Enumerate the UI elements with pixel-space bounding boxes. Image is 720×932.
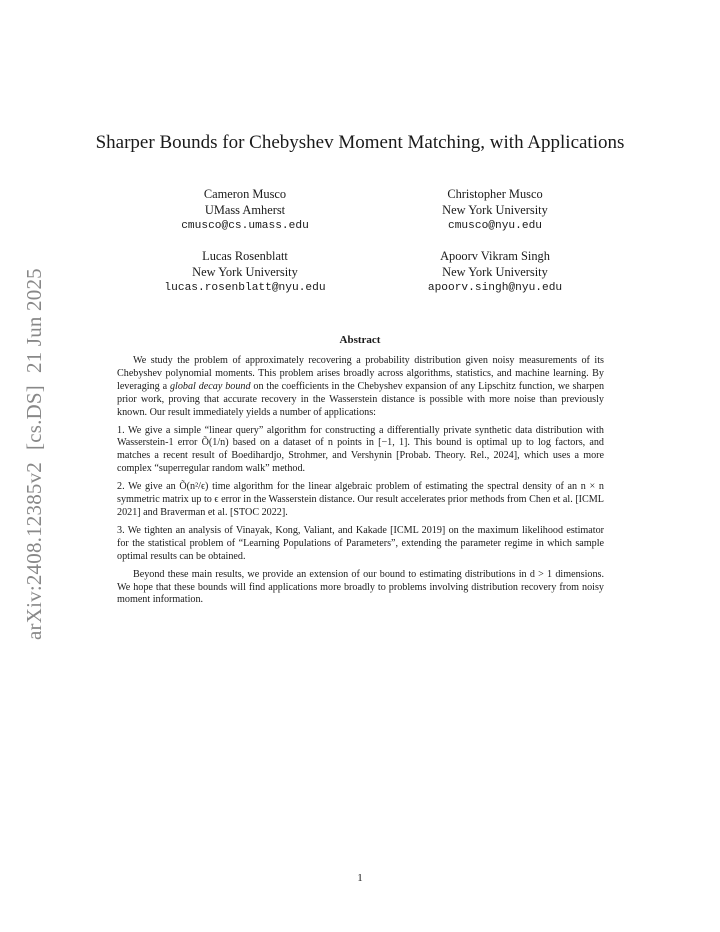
author-affiliation: New York University bbox=[442, 265, 548, 279]
page-number: 1 bbox=[357, 872, 363, 884]
emphasis-global-decay-bound: global decay bound bbox=[169, 380, 251, 392]
abstract-body bbox=[117, 355, 604, 612]
abstract-item-3: 3. We tighten an analysis of Vinayak, Kong, Valiant, and Kakade [ICML 2019] on the maximum likelihood estimator for the statistical problem of “Learning Populations of Parameters”, extending the parameter regime in which sample optimal results can be obtained. bbox=[117, 524, 604, 562]
abstract-paragraph-intro: We study the problem of approximately recovering a probability distribution given noisy measurements of its Chebyshev polynomial moments. This problem arises broadly across algorithms, statistics, and machine learning. By leveraging a global decay bound on the coefficients in the Chebyshev expansion of any Lipschitz function, we sharpen prior work, proving that accurate recovery in the Wasserstein distance is possible with more noise than previously known. Our result immediately yields a number of applications: bbox=[117, 355, 605, 418]
author-affiliation: New York University bbox=[192, 265, 298, 279]
arxiv-identifier bbox=[22, 256, 47, 640]
author-3 bbox=[120, 248, 370, 296]
author-email: cmusco@nyu.edu bbox=[448, 220, 542, 232]
author-4 bbox=[370, 248, 620, 296]
arxiv-date: 21 Jun 2025 bbox=[22, 268, 46, 374]
author-block bbox=[120, 186, 620, 296]
abstract-heading: Abstract bbox=[339, 334, 381, 346]
author-1 bbox=[120, 186, 370, 234]
author-email: lucas.rosenblatt@nyu.edu bbox=[164, 282, 326, 294]
arxiv-category: [cs.DS] bbox=[22, 385, 46, 450]
author-name: Cameron Musco bbox=[203, 187, 287, 201]
arxiv-id: arXiv:2408.12385v2 bbox=[22, 462, 46, 640]
author-email: cmusco@cs.umass.edu bbox=[181, 220, 309, 232]
paper-title: Sharper Bounds for Chebyshev Moment Matching, with Applications bbox=[95, 132, 625, 153]
abstract-paragraph-closing: Beyond these main results, we provide an extension of our bound to estimating distributions in d > 1 dimensions. We hope that these bounds will find applications more broadly to problems involving distribution recovery from noisy moment information. bbox=[117, 568, 604, 606]
author-name: Lucas Rosenblatt bbox=[202, 249, 288, 263]
author-affiliation: New York University bbox=[442, 203, 548, 217]
author-email: apoorv.singh@nyu.edu bbox=[427, 282, 563, 294]
abstract-item-2: 2. We give an Õ(n²/ϵ) time algorithm for the linear algebraic problem of estimating the spectral density of an n × n symmetric matrix up to ϵ error in the Wasserstein distance. Our result accelerates prior methods from Chen et al. [ICML 2021] and Braverman et al. [STOC 2022]. bbox=[117, 481, 604, 518]
author-name: Christopher Musco bbox=[447, 187, 543, 201]
author-2 bbox=[370, 186, 620, 234]
author-affiliation: UMass Amherst bbox=[204, 203, 286, 217]
abstract-item-1: 1. We give a simple “linear query” algorithm for constructing a differentially private synthetic data distribution with Wasserstein-1 error Õ(1/n) based on a dataset of n points in [−1, 1]. This bound is optimal up to log factors, and matches a recent result of Boedihardjo, Strohmer, and Vershynin [Probab. Theory. Rel., 2024], which uses a more complex “superregular random walk” method. bbox=[117, 424, 604, 475]
author-name: Apoorv Vikram Singh bbox=[440, 249, 550, 263]
